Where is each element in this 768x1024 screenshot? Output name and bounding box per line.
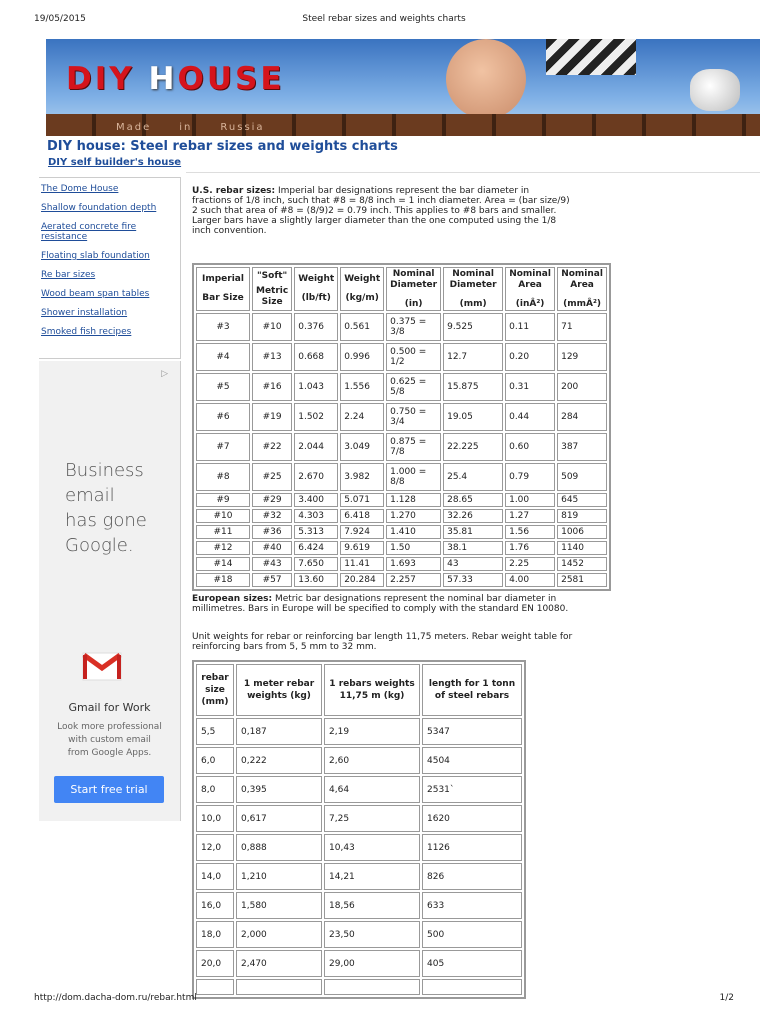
us-table-cell: 4.00 <box>505 573 555 587</box>
us-table-cell: 38.1 <box>443 541 503 555</box>
col-imperial: Imperial Bar Size <box>196 267 250 311</box>
us-table-cell: 25.4 <box>443 463 503 491</box>
col-1m-weight: 1 meter rebar weights (kg) <box>236 664 322 716</box>
us-table-row <box>196 403 607 431</box>
banner-person-image <box>446 39 526 119</box>
us-table-cell: 6.424 <box>294 541 338 555</box>
us-table-row <box>196 573 607 587</box>
ad-desc-line: Look more professional <box>57 722 162 732</box>
us-table-row <box>196 509 607 523</box>
us-table-cell: 0.31 <box>505 373 555 401</box>
us-table-cell: 9.619 <box>340 541 384 555</box>
us-table-cell: 1.502 <box>294 403 338 431</box>
ad-product: Gmail for Work <box>68 701 151 714</box>
eu-table-cell: 2,470 <box>236 950 322 977</box>
page-title: DIY house: Steel rebar sizes and weights charts <box>47 139 398 154</box>
us-table-cell: 1.50 <box>386 541 441 555</box>
us-table-row <box>196 493 607 507</box>
us-table-cell: 284 <box>557 403 607 431</box>
eu-table-cell: 2531` <box>422 776 522 803</box>
us-table-cell: #11 <box>196 525 250 539</box>
sidebar-link-wood-beam[interactable]: Wood beam span tables <box>41 289 150 299</box>
logo-house-h: H <box>148 61 178 97</box>
us-table-cell: #18 <box>196 573 250 587</box>
us-table-cell: 129 <box>557 343 607 371</box>
us-table-cell: 0.44 <box>505 403 555 431</box>
eu-table-row <box>196 921 522 948</box>
us-table-cell: 1.693 <box>386 557 441 571</box>
us-table-cell: #43 <box>252 557 292 571</box>
col-length-per-tonn: length for 1 tonn of steel rebars <box>422 664 522 716</box>
eu-table-cell: 0,888 <box>236 834 322 861</box>
us-table-cell: #14 <box>196 557 250 571</box>
us-table-cell: 5.071 <box>340 493 384 507</box>
print-title: Steel rebar sizes and weights charts <box>302 14 466 24</box>
us-table-cell: 13.60 <box>294 573 338 587</box>
banner-cat-image <box>690 69 740 111</box>
us-table-cell: 1.76 <box>505 541 555 555</box>
eu-table-cell: 2,60 <box>324 747 420 774</box>
us-table-cell: 6.418 <box>340 509 384 523</box>
us-sizes-text: Imperial bar designations represent the bar diameter in fractions of 1/8 inch, such that #8 = 8/8 inch = 1 inch diameter. Area = (bar size/9) 2 such that area of #8 = (8/9)2 = 0.79 inch. This applies to #8 bars and smaller. Larger bars have a slightly larger diameter than the one computed using the 1/8 inch convention. <box>192 186 570 236</box>
eu-table-cell <box>196 979 234 995</box>
eu-table-cell: 5347 <box>422 718 522 745</box>
eu-table-cell: 20,0 <box>196 950 234 977</box>
us-table-cell: 15.875 <box>443 373 503 401</box>
eu-table-row <box>196 950 522 977</box>
eu-table-cell: 12,0 <box>196 834 234 861</box>
eu-table-row <box>196 892 522 919</box>
eu-table-cell: 500 <box>422 921 522 948</box>
sidebar-link-rebar-sizes[interactable]: Re bar sizes <box>41 270 96 280</box>
sidebar-link-floating-slab[interactable]: Floating slab foundation <box>41 251 150 261</box>
european-sizes-paragraph <box>192 594 592 614</box>
us-table-cell: 2.24 <box>340 403 384 431</box>
eu-rebar-table <box>192 660 526 999</box>
sidebar-link-shallow-foundation[interactable]: Shallow foundation depth <box>41 203 157 213</box>
col-diameter-mm: Nominal Diameter (mm) <box>443 267 503 311</box>
google-ad[interactable] <box>39 361 181 821</box>
slogan-word: Made <box>116 122 152 133</box>
site-banner[interactable] <box>46 39 760 136</box>
sidebar-link-shower[interactable]: Shower installation <box>41 308 128 318</box>
us-table-cell: 0.11 <box>505 313 555 341</box>
us-sizes-paragraph <box>192 186 570 236</box>
ad-headline-line: email <box>65 485 115 506</box>
ad-headline <box>65 458 147 558</box>
eu-table-cell: 14,0 <box>196 863 234 890</box>
eu-table-header-row <box>196 664 522 716</box>
eu-table-cell: 8,0 <box>196 776 234 803</box>
us-table-cell: 200 <box>557 373 607 401</box>
eu-table-cell: 2,19 <box>324 718 420 745</box>
us-table-cell: 0.79 <box>505 463 555 491</box>
us-table-cell: 5.313 <box>294 525 338 539</box>
us-table-cell: 1.270 <box>386 509 441 523</box>
us-table-cell: 1452 <box>557 557 607 571</box>
eu-table-cell: 0,222 <box>236 747 322 774</box>
us-table-cell: 1.27 <box>505 509 555 523</box>
eu-table-cell: 6,0 <box>196 747 234 774</box>
us-table-cell: 28.65 <box>443 493 503 507</box>
eu-table-cell: 16,0 <box>196 892 234 919</box>
us-table-cell: 1.000 = 8/8 <box>386 463 441 491</box>
us-table-cell: 0.750 = 3/4 <box>386 403 441 431</box>
us-table-cell: 1.00 <box>505 493 555 507</box>
eu-table-cell: 29,00 <box>324 950 420 977</box>
us-table-cell: #36 <box>252 525 292 539</box>
eu-table-cell: 18,0 <box>196 921 234 948</box>
us-table-row <box>196 557 607 571</box>
eu-table-row <box>196 747 522 774</box>
us-table-cell: 20.284 <box>340 573 384 587</box>
col-1175m-weight: 1 rebars weights 11,75 m (kg) <box>324 664 420 716</box>
eu-table-cell <box>236 979 322 995</box>
us-table-cell: 0.20 <box>505 343 555 371</box>
banner-arm-image <box>546 39 636 75</box>
us-table-cell: #3 <box>196 313 250 341</box>
us-table-cell: #4 <box>196 343 250 371</box>
eu-table-cell: 5,5 <box>196 718 234 745</box>
us-table-cell: #57 <box>252 573 292 587</box>
logo-part2: OUSE <box>177 61 285 97</box>
us-table-cell: #13 <box>252 343 292 371</box>
eu-table-cell: 0,617 <box>236 805 322 832</box>
eu-table-cell: 1,210 <box>236 863 322 890</box>
us-table-row <box>196 433 607 461</box>
ad-description <box>39 721 180 760</box>
ad-choices-icon[interactable]: ▷ <box>161 369 168 379</box>
us-table-cell: #22 <box>252 433 292 461</box>
eu-sizes-text: Metric bar designations represent the nominal bar diameter in millimetres. Bars in Europe will be specified to comply with the standard EN 10080. <box>192 594 569 614</box>
us-table-cell: 71 <box>557 313 607 341</box>
us-table-row <box>196 343 607 371</box>
us-table-cell: 3.049 <box>340 433 384 461</box>
us-table-cell: 7.650 <box>294 557 338 571</box>
ad-headline-line: has gone <box>65 510 147 531</box>
eu-table-row <box>196 718 522 745</box>
us-table-cell: #6 <box>196 403 250 431</box>
eu-sizes-lead: European sizes: <box>192 594 273 604</box>
ad-headline-line: Google. <box>65 535 134 556</box>
ad-desc-line: from Google Apps. <box>67 748 152 758</box>
us-table-row <box>196 373 607 401</box>
sidebar-link-dome-house[interactable]: The Dome House <box>41 184 119 194</box>
home-link[interactable]: DIY self builder's house <box>48 157 182 168</box>
us-table-cell: 1.410 <box>386 525 441 539</box>
us-table-cell: #10 <box>252 313 292 341</box>
us-table-cell: #10 <box>196 509 250 523</box>
logo-part1: DIY <box>66 61 149 97</box>
slogan-word: in <box>179 122 193 133</box>
us-table-cell: 11.41 <box>340 557 384 571</box>
us-sizes-lead: U.S. rebar sizes: <box>192 186 276 196</box>
us-table-row <box>196 313 607 341</box>
us-table-row <box>196 463 607 491</box>
eu-table-cell: 826 <box>422 863 522 890</box>
eu-table-cell: 1620 <box>422 805 522 832</box>
us-table-row <box>196 525 607 539</box>
us-table-cell: 3.400 <box>294 493 338 507</box>
start-trial-button[interactable]: Start free trial <box>54 776 164 803</box>
us-table-cell: 1.556 <box>340 373 384 401</box>
us-table-cell: 1.56 <box>505 525 555 539</box>
us-table-cell: 0.60 <box>505 433 555 461</box>
us-table-cell: 2.257 <box>386 573 441 587</box>
us-table-cell: #29 <box>252 493 292 507</box>
slogan-word: Russia <box>220 122 265 133</box>
us-table-cell: 57.33 <box>443 573 503 587</box>
us-table-cell: #9 <box>196 493 250 507</box>
eu-table-cell: 1126 <box>422 834 522 861</box>
eu-table-cell: 0,395 <box>236 776 322 803</box>
us-table-cell: 1.043 <box>294 373 338 401</box>
us-table-cell: 1006 <box>557 525 607 539</box>
us-table-cell: 2581 <box>557 573 607 587</box>
col-area-mm2: Nominal Area (mmÂ²) <box>557 267 607 311</box>
us-table-cell: 4.303 <box>294 509 338 523</box>
us-table-cell: 22.225 <box>443 433 503 461</box>
sidebar-nav <box>39 177 181 359</box>
ad-headline-line: Business <box>65 460 144 481</box>
print-page-number: 1/2 <box>719 993 734 1003</box>
eu-table-cell: 405 <box>422 950 522 977</box>
us-table-cell: 9.525 <box>443 313 503 341</box>
eu-table-cell: 18,56 <box>324 892 420 919</box>
col-rebar-size: rebar size (mm) <box>196 664 234 716</box>
col-weight-lbft: Weight (lb/ft) <box>294 267 338 311</box>
us-table-row <box>196 541 607 555</box>
eu-table-row <box>196 834 522 861</box>
us-table-cell: 645 <box>557 493 607 507</box>
eu-table-cell: 633 <box>422 892 522 919</box>
us-table-cell: 509 <box>557 463 607 491</box>
col-area-in2: Nominal Area (inÂ²) <box>505 267 555 311</box>
us-table-cell: 0.625 = 5/8 <box>386 373 441 401</box>
eu-table-row <box>196 979 522 995</box>
us-table-cell: 35.81 <box>443 525 503 539</box>
eu-table-cell: 10,43 <box>324 834 420 861</box>
eu-table-cell: 0,187 <box>236 718 322 745</box>
us-table-cell: 2.670 <box>294 463 338 491</box>
eu-table-cell: 2,000 <box>236 921 322 948</box>
us-table-cell: 0.668 <box>294 343 338 371</box>
print-date: 19/05/2015 <box>34 14 86 24</box>
us-table-cell: #7 <box>196 433 250 461</box>
us-table-cell: 0.375 = 3/8 <box>386 313 441 341</box>
us-table-cell: 1140 <box>557 541 607 555</box>
banner-slogan <box>116 122 293 133</box>
eu-table-cell: 4,64 <box>324 776 420 803</box>
us-table-cell: 819 <box>557 509 607 523</box>
us-table-cell: 12.7 <box>443 343 503 371</box>
col-soft-metric: "Soft" Metric Size <box>252 267 292 311</box>
ad-desc-line: with custom email <box>68 735 151 745</box>
us-table-cell: 32.26 <box>443 509 503 523</box>
us-table-cell: #5 <box>196 373 250 401</box>
print-url: http://dom.dacha-dom.ru/rebar.html <box>34 993 197 1003</box>
us-table-cell: #32 <box>252 509 292 523</box>
us-table-cell: 387 <box>557 433 607 461</box>
us-table-cell: 19.05 <box>443 403 503 431</box>
content-divider <box>186 172 760 173</box>
eu-table-cell: 14,21 <box>324 863 420 890</box>
us-table-cell: 0.376 <box>294 313 338 341</box>
eu-table-cell <box>324 979 420 995</box>
us-table-cell: 3.982 <box>340 463 384 491</box>
eu-table-cell <box>422 979 522 995</box>
col-diameter-in: Nominal Diameter (in) <box>386 267 441 311</box>
eu-table-cell: 4504 <box>422 747 522 774</box>
unit-weights-paragraph: Unit weights for rebar or reinforcing bar length 11,75 meters. Rebar weight table for reinforcing bars from 5, 5 mm to 32 mm. <box>192 632 573 652</box>
eu-table-row <box>196 863 522 890</box>
us-table-cell: #25 <box>252 463 292 491</box>
us-table-cell: 0.875 = 7/8 <box>386 433 441 461</box>
col-weight-kgm: Weight (kg/m) <box>340 267 384 311</box>
us-table-cell: #19 <box>252 403 292 431</box>
us-table-cell: #12 <box>196 541 250 555</box>
eu-table-cell: 23,50 <box>324 921 420 948</box>
eu-table-cell: 1,580 <box>236 892 322 919</box>
us-table-cell: 0.996 <box>340 343 384 371</box>
us-table-cell: 1.128 <box>386 493 441 507</box>
eu-table-row <box>196 776 522 803</box>
sidebar-link-smoked-fish[interactable]: Smoked fish recipes <box>41 327 132 337</box>
us-table-cell: 0.500 = 1/2 <box>386 343 441 371</box>
us-table-cell: #16 <box>252 373 292 401</box>
gmail-icon <box>82 651 122 681</box>
sidebar-link-aerated-concrete[interactable]: Aerated concrete fire resistance <box>41 222 137 242</box>
us-table-cell: 2.25 <box>505 557 555 571</box>
eu-table-cell: 10,0 <box>196 805 234 832</box>
us-table-cell: 7.924 <box>340 525 384 539</box>
us-table-cell: #40 <box>252 541 292 555</box>
us-rebar-table <box>192 263 611 591</box>
eu-table-row <box>196 805 522 832</box>
us-table-cell: #8 <box>196 463 250 491</box>
us-table-cell: 2.044 <box>294 433 338 461</box>
us-table-header-row <box>196 267 607 311</box>
us-table-cell: 0.561 <box>340 313 384 341</box>
site-logo <box>66 61 285 97</box>
eu-table-cell: 7,25 <box>324 805 420 832</box>
us-table-cell: 43 <box>443 557 503 571</box>
